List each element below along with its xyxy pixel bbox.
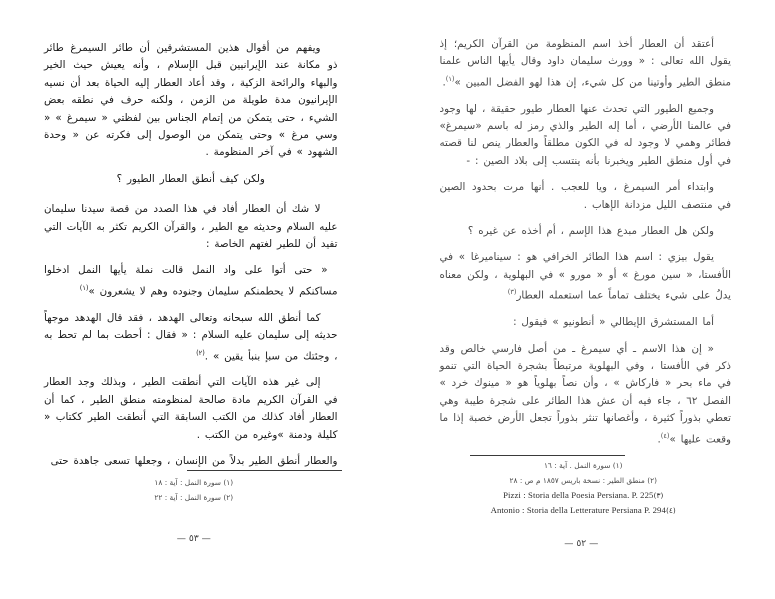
- footnote-separator-rule: [187, 470, 342, 471]
- page-53-footnotes: [0, 477, 388, 506]
- paragraph: أما المستشرق الإيطالي « أنطونيو » فيقول :: [513, 316, 714, 329]
- paragraph: وجميع الطيور التي تحدث عنها العطار طيور حقيقة ، لها وجود في عالمنا الأرضي ، أما إله الطير والذي رمز له باسم «سيمرغ» فطائر وهمي لا وجود له في الكون مطلقاً والعطار ينص لنا قصته في أول منطق الطير ويخبرنا بأنه ينتسب إلى بلاد الصين : -: [439, 102, 731, 167]
- paragraph: والعطار أنطق الطير بدلاً من الإنسان ، وجعلها تسعى جاهدة حتى: [50, 454, 338, 467]
- footnote-marker: (١): [445, 74, 455, 83]
- page-number: — ٥٢ —: [564, 538, 599, 549]
- paragraph: لا شك أن العطار أفاد في هذا الصدد من قصة سيدنا سليمان عليه السلام وحديثه مع الطير ، والقرآن الكريم تكثر به الآيات التي تفيد أن للطير لغتهم الخاصة :: [44, 203, 338, 251]
- footnote-latin: Pizzi : Storia della Poesia Persiana. P. 225(٣): [503, 490, 664, 500]
- paragraph: ويفهم من أقوال هذين المستشرقين أن طائر السيمرغ طائر ذو مكانة عند الإيرانيين قبل الإسلام ، وأنه يعيش حيث الخير والبهاء والرائحة الزكية ، وقد أعاد العطار إليه الحياة بعد أن نسيه الإيرانيون مدة طويلة من الزمن ، ولكنه حرف في نطقه بعض الشيء ، حتى يتمكن من إتمام الجناس بين لفظتي « سيمرغ » « وسي مرغ » وحتى يتمكن من الوصول إلى فكرته عن « وحدة الشهود » في آخر المنظومة .: [44, 42, 338, 159]
- footnote: (١) سورة النمل . آية : ١٦: [543, 461, 623, 470]
- page-52-body: [440, 36, 732, 457]
- footnote-marker: (٣): [507, 288, 517, 297]
- footnote-marker: (١): [79, 283, 89, 292]
- paragraph: وابتداء أمر السيمرغ ، ويا للعجب . أنها مرت بحدود الصين في منتصف الليل مزدانة الإهاب .: [439, 181, 731, 211]
- footnote-latin: Antonio : Storia della Letterature Persiana P. 294(٤): [490, 505, 676, 515]
- footnote-marker: (٢): [196, 348, 205, 357]
- footnote: (١) سورة النمل : آية : ١٨: [154, 478, 234, 487]
- paragraph: أعتقد أن العطار أخذ اسم المنظومة من القرآن الكريم؛ إذ يقول الله تعالى : « وورث سليمان داود وقال يأيها الناس علمنا منطق الطير وأوتينا من كل شيء، إن هذا لهو الفضل المبين »$^{(١)}$.: [439, 38, 731, 89]
- footnote-separator-rule: [470, 455, 625, 456]
- footnote-marker: (٣): [653, 491, 664, 500]
- paragraph: إلى غير هذه الآيات التي أنطقت الطير ، وبذلك وجد العطار في القرآن الكريم مادة صالحة لمنظومته منطق الطير ، كما أن العطار أفاد كذلك من الكتب السابقة التي أنطقت الطير ككتاب « كليلة ودمنة »وغيره من الكتب .: [44, 376, 338, 441]
- paragraph: « إن هذا الاسم ـ أي سيمرغ ـ من أصل فارسي خالص وقد ذكر في الأفستا ، وفي البهلوية مرتبطاً بشجرة الحياة التي تنمو في ماء بحر « فاركاش » ، وأن نصاً بهلوياً هو « مينوك خرد » الفصل ٦٢ ، جاء فيه أن عش هذا الطائر على شجرة طيبة وهي تعطي بذوراً كثيرة ، وأغصانها تنثر بذوراً تجعل الأرض خصبة إذا ما وقعت عليها »$^{(٤)}$.: [439, 342, 731, 445]
- quran-quote: « حتى أتوا على واد النمل قالت نملة يأيها النمل ادخلوا مساكنكم لا يحطمنكم سليمان وجنوده وهم لا يشعرون »$^{(١)}$: [44, 264, 338, 298]
- section-question: ولكن كيف أنطق العطار الطيور ؟: [116, 172, 265, 185]
- footnote: (٢) سورة النمل : آية : ٢٢: [154, 492, 234, 502]
- footnote: (٢) منطق الطير : نسخة باريس ١٨٥٧ م ص : ٢٨: [509, 475, 657, 485]
- footnote-marker: (٤): [660, 431, 670, 440]
- page-52: [388, 0, 775, 599]
- page-number: — ٥٣ —: [176, 533, 211, 544]
- footnote-marker: (٤): [665, 506, 676, 515]
- paragraph: يقول بيزي : اسم هذا الطائر الخرافي هو : سيناميرغا » في الأفستا، « سين مورغ » أو « مورو » في البهلوية ، ولكن معناه يدلُ على شيء يختلف تماماً عما استعمله العطار$^{(٣)}$: [439, 251, 731, 302]
- page-52-footnotes: [422, 460, 746, 519]
- paragraph: ولكن هل العطار مبدع هذا الإسم ، أم أخذه عن غيره ؟: [467, 225, 714, 238]
- paragraph: كما أنطق الله سبحانه وتعالى الهدهد ، فقد قال الهدهد موجهاً حديثه إلى سليمان عليه السلام : « فقال : أحطت بما لم تحط به ، وجئتك من سبإ بنبأ يقين » .$^{(٢)}$: [44, 311, 338, 362]
- page-53-body: [44, 40, 338, 479]
